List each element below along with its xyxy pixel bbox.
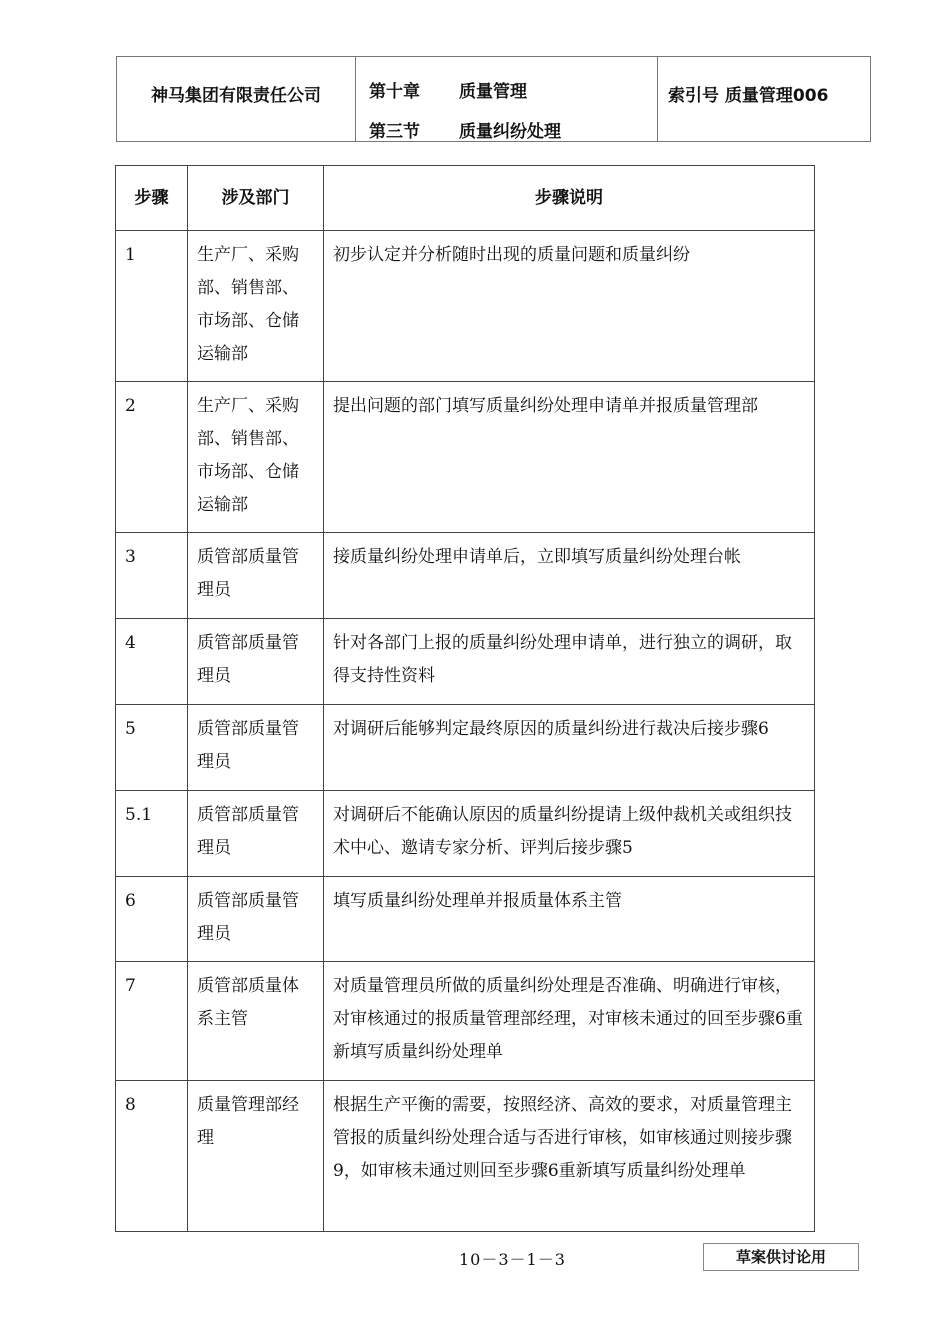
description-cell: 对质量管理员所做的质量纠纷处理是否准确、明确进行审核，对审核通过的报质量管理部经理，对审核未通过的回至步骤6重新填写质量纠纷处理单 [324,962,815,1081]
table-row [116,1081,815,1232]
table-row [116,619,815,705]
department-cell: 质管部质量管理员 [188,877,324,962]
description-cell: 对调研后能够判定最终原因的质量纠纷进行裁决后接步骤6 [324,705,815,791]
department-cell: 质管部质量体系主管 [188,962,324,1081]
step-cell: 8 [116,1081,188,1232]
table-row [116,962,815,1081]
table-row [116,877,815,962]
index-cell [658,57,870,141]
step-cell: 4 [116,619,188,705]
table-row [116,791,815,877]
department-cell: 质管部质量管理员 [188,705,324,791]
step-cell: 5 [116,705,188,791]
description-cell: 针对各部门上报的质量纠纷处理申请单，进行独立的调研，取得支持性资料 [324,619,815,705]
document-header [116,56,871,142]
description-cell: 提出问题的部门填写质量纠纷处理申请单并报质量管理部 [324,382,815,533]
description-cell: 根据生产平衡的需要，按照经济、高效的要求，对质量管理主管报的质量纠纷处理合适与否进行审核，如审核通过则接步骤9，如审核未通过则回至步骤6重新填写质量纠纷处理单 [324,1081,815,1232]
chapter-section-cell [356,57,658,141]
department-cell: 生产厂、采购部、销售部、市场部、仓储运输部 [188,231,324,382]
header-description: 步骤说明 [324,166,815,231]
index-label: 索引号 [668,86,719,106]
description-cell: 填写质量纠纷处理单并报质量体系主管 [324,877,815,962]
description-cell: 初步认定并分析随时出现的质量问题和质量纠纷 [324,231,815,382]
section-line [369,121,657,161]
draft-label: 草案供讨论用 [703,1243,859,1271]
section-number: 第三节 [369,122,420,142]
table-row [116,231,815,382]
page-number: 10－3－1－3 [459,1250,566,1269]
step-cell: 3 [116,533,188,619]
section-title: 质量纠纷处理 [459,122,561,142]
description-cell: 接质量纠纷处理申请单后，立即填写质量纠纷处理台帐 [324,533,815,619]
chapter-number: 第十章 [369,82,420,102]
table-header-row [116,166,815,231]
department-cell: 质管部质量管理员 [188,533,324,619]
description-cell: 对调研后不能确认原因的质量纠纷提请上级仲裁机关或组织技术中心、邀请专家分析、评判后接步骤5 [324,791,815,877]
step-cell: 6 [116,877,188,962]
step-cell: 2 [116,382,188,533]
header-step: 步骤 [116,166,188,231]
step-cell: 1 [116,231,188,382]
header-department: 涉及部门 [188,166,324,231]
department-cell: 质管部质量管理员 [188,619,324,705]
chapter-line [369,81,657,121]
step-cell: 7 [116,962,188,1081]
department-cell: 质量管理部经理 [188,1081,324,1232]
department-cell: 质管部质量管理员 [188,791,324,877]
table-row [116,705,815,791]
index-value: 质量管理006 [724,86,829,106]
procedure-table [115,165,815,1232]
table-row [116,382,815,533]
step-cell: 5.1 [116,791,188,877]
company-name: 神马集团有限责任公司 [117,57,356,141]
chapter-title: 质量管理 [459,82,527,102]
table-row [116,533,815,619]
department-cell: 生产厂、采购部、销售部、市场部、仓储运输部 [188,382,324,533]
